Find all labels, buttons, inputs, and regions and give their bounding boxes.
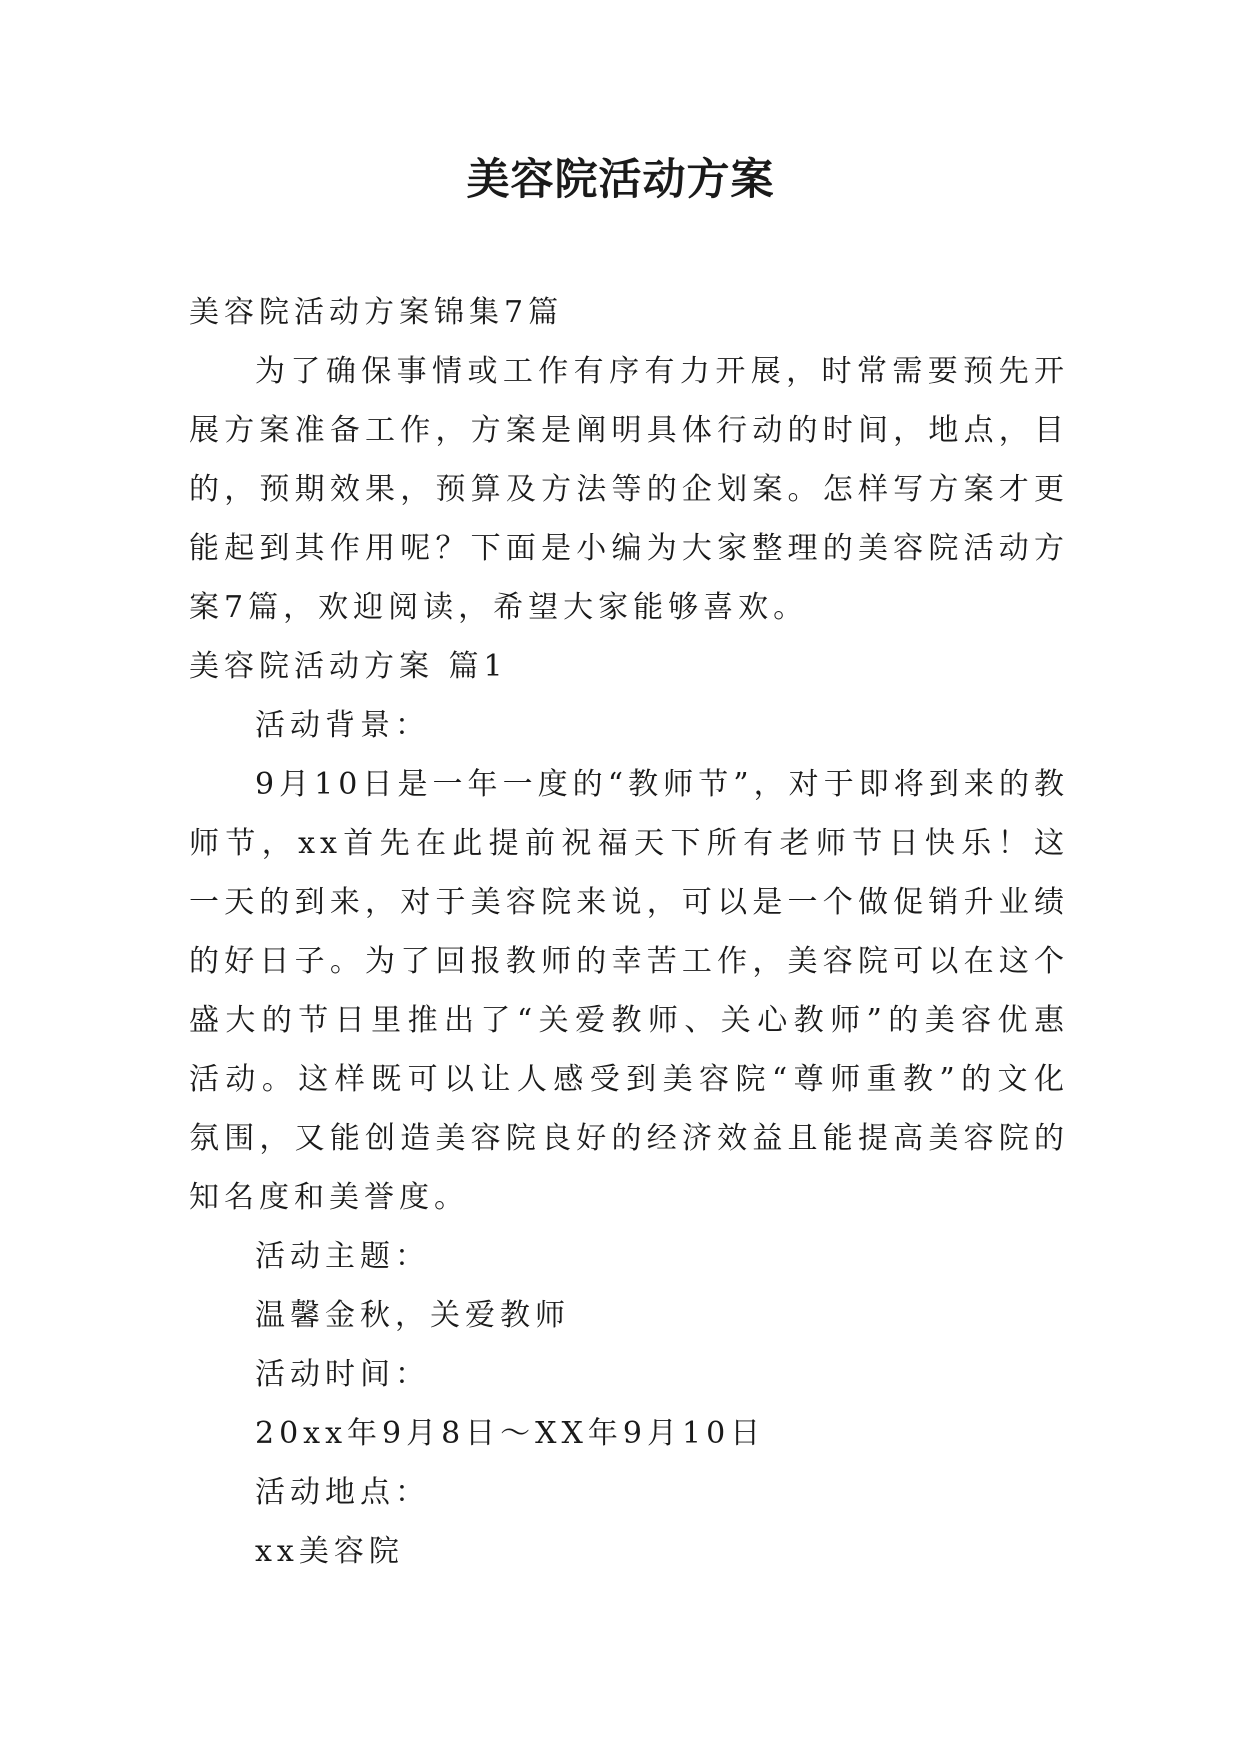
document-title: 美容院活动方案 xyxy=(466,155,775,205)
time-value: 20xx年9月8日～XX年9月10日 xyxy=(255,1416,766,1451)
theme-label: 活动主题： xyxy=(255,1239,430,1274)
document-subtitle: 美容院活动方案锦集7篇 xyxy=(189,295,564,330)
document-body xyxy=(189,283,1069,1581)
section-heading: 美容院活动方案 篇1 xyxy=(189,649,508,684)
time-label: 活动时间： xyxy=(255,1357,430,1392)
location-label: 活动地点： xyxy=(255,1475,430,1510)
location-value: xx美容院 xyxy=(255,1534,404,1569)
theme-value: 温馨金秋，关爱教师 xyxy=(255,1298,570,1333)
background-paragraph: 9月10日是一年一度的“教师节”，对于即将到来的教师节，xx首先在此提前祝福天下所有老师节日快乐！这一天的到来，对于美容院来说，可以是一个做促销升业绩的好日子。为了回报教师的幸苦工作，美容院可以在这个盛大的节日里推出了“关爱教师、关心教师”的美容优惠活动。这样既可以让人感受到美容院“尊师重教”的文化氛围，又能创造美容院良好的经济效益且能提高美容院的知名度和美誉度。 xyxy=(189,767,1069,1215)
intro-paragraph: 为了确保事情或工作有序有力开展，时常需要预先开展方案准备工作，方案是阐明具体行动的时间，地点，目的，预期效果，预算及方法等的企划案。怎样写方案才更能起到其作用呢？下面是小编为大家整理的美容院活动方案7篇，欢迎阅读，希望大家能够喜欢。 xyxy=(189,354,1069,625)
background-label: 活动背景： xyxy=(255,708,430,743)
